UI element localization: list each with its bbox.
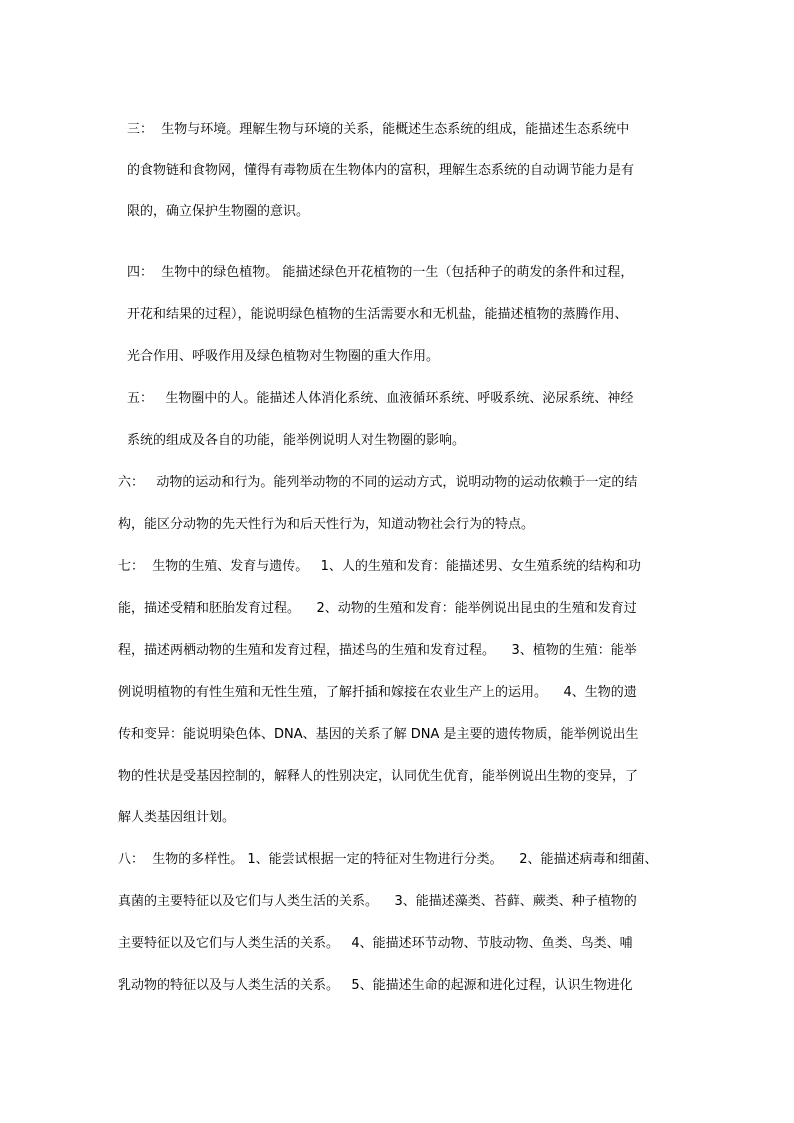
text-line: 传和变异：能说明染色体、DNA、基因的关系了解 DNA 是主要的遗传物质，能举例说出生: [118, 727, 639, 742]
text-line: 光合作用、呼吸作用及绿色植物对生物圈的重大作用。: [127, 349, 440, 364]
text-line: 程，描述两栖动物的生殖和发育过程，描述鸟的生殖和发育过程。 3、植物的生殖：能举: [118, 643, 637, 658]
text-line: 物的性状是受基因控制的，解释人的性别决定，认同优生优育，能举例说出生物的变异，了: [118, 769, 639, 784]
text-line: 系统的组成及各自的功能，能举例说明人对生物圈的影响。: [127, 433, 466, 448]
text-line: 六： 动物的运动和行为。能列举动物的不同的运动方式，说明动物的运动依赖于一定的结: [118, 475, 638, 490]
text-line: 乳动物的特征以及与人类生活的关系。 5、能描述生命的起源和进化过程，认识生物进化: [118, 978, 633, 993]
text-line: 解人类基因组计划。: [118, 810, 236, 825]
text-line: 主要特征以及它们与人类生活的关系。 4、能描述环节动物、节肢动物、鱼类、鸟类、哺: [118, 936, 633, 951]
text-line: 的食物链和食物网，懂得有毒物质在生物体内的富积，理解生态系统的自动调节能力是有: [127, 163, 635, 178]
text-line: 三： 生物与环境。理解生物与环境的关系，能概述生态系统的组成，能描述生态系统中: [127, 122, 630, 137]
text-line: 开花和结果的过程），能说明绿色植物的生活需要水和无机盐，能描述植物的蒸腾作用、: [127, 307, 628, 322]
text-line: 五： 生物圈中的人。能描述人体消化系统、血液循环系统、呼吸系统、泌尿系统、神经: [127, 391, 634, 406]
text-line: 例说明植物的有性生殖和无性生殖，了解扦插和嫁接在农业生产上的运用。 4、生物的遗: [118, 685, 637, 700]
text-line: 能，描述受精和胚胎发育过程。 2、动物的生殖和发育：能举例说出昆虫的生殖和发育过: [118, 601, 637, 616]
text-line: 七： 生物的生殖、发育与遗传。 1、人的生殖和发育：能描述男、女生殖系统的结构和功: [118, 559, 641, 574]
text-line: 限的，确立保护生物圈的意识。: [127, 204, 310, 219]
text-line: 真菌的主要特征以及它们与人类生活的关系。 3、能描述藻类、苔藓、蕨类、种子植物的: [118, 894, 637, 909]
text-line: 四： 生物中的绿色植物。 能描述绿色开花植物的一生（包括种子的萌发的条件和过程，: [127, 265, 634, 280]
text-line: 构，能区分动物的先天性行为和后天性行为，知道动物社会行为的特点。: [118, 517, 535, 532]
text-line: 八： 生物的多样性。 1、能尝试根据一定的特征对生物进行分类。 2、能描述病毒和细菌、: [118, 852, 658, 867]
